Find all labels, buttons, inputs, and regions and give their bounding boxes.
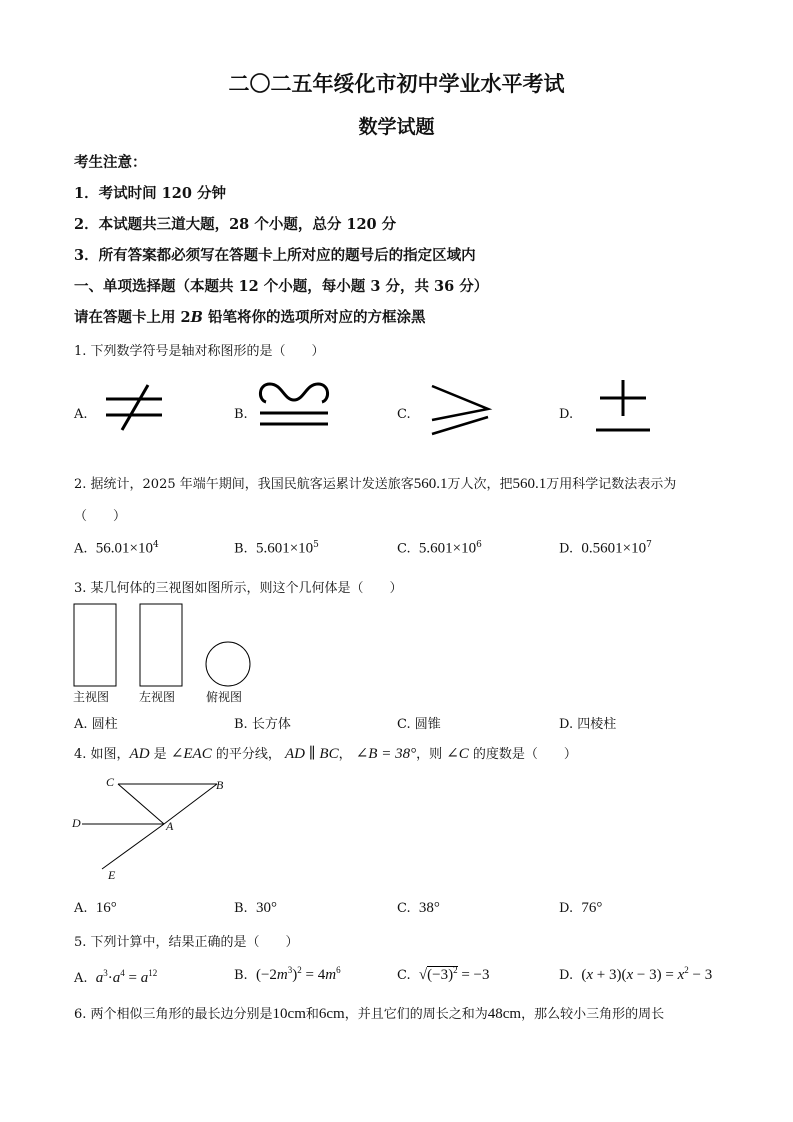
q5-option-a-label: A. bbox=[74, 971, 88, 986]
section-instruction bbox=[74, 306, 425, 327]
q2-option-c bbox=[397, 540, 482, 557]
q4-angle-c: ∠C bbox=[446, 746, 469, 762]
q2-option-b-label: B. bbox=[234, 541, 248, 557]
q6-v1: 10cm bbox=[272, 1006, 306, 1022]
q5-stem: 5. 下列计算中，结果正确的是（ ） bbox=[74, 935, 299, 950]
q4-point-d: D bbox=[72, 816, 81, 830]
q3-top-view-label: 俯视图 bbox=[206, 690, 243, 704]
q1-label-a: A. bbox=[74, 407, 88, 422]
instruction-text-pre: 请在答题卡上用 2 bbox=[74, 309, 191, 326]
notice-item-1: 1．考试时间 120 分钟 bbox=[74, 185, 226, 202]
notice-heading: 考生注意： bbox=[74, 154, 147, 171]
q4-stem-d: ，则 bbox=[416, 747, 447, 762]
q2-option-b bbox=[234, 540, 319, 557]
q5-option-d: D. $(x + 3)(x - 3) = x^2 - 3$ bbox=[559, 965, 713, 983]
q2-option-c-exp: 6 bbox=[476, 540, 482, 550]
q4-option-b-label: B. bbox=[234, 901, 248, 916]
exam-title: 二〇二五年绥化市初中学业水平考试 bbox=[228, 71, 565, 96]
greater-equal-symbol-icon bbox=[428, 382, 494, 438]
q4-parallel: AD ∥ BC bbox=[284, 746, 339, 762]
q6-stem bbox=[74, 1003, 664, 1023]
section-heading: 一、单项选择题（本题共 12 个小题，每小题 3 分，共 36 分） bbox=[74, 278, 489, 295]
q6-post: ，那么较小三角形的周长 bbox=[521, 1007, 665, 1022]
q4-option-d bbox=[559, 900, 602, 917]
q5-option-c-label: C. bbox=[397, 968, 411, 983]
q2-option-b-exp: 5 bbox=[313, 540, 319, 550]
q4-stem-b: 的平分线， bbox=[211, 747, 285, 762]
q1-label-b: B. bbox=[234, 407, 248, 422]
q2-option-a-mantissa: 56.01×10 bbox=[95, 540, 154, 557]
q2-stem-pre: 2. 据统计，2025 年端午期间，我国民航客运累计发送旅客 bbox=[74, 477, 414, 492]
q4-option-a-value: 16° bbox=[95, 900, 117, 916]
q4-option-d-label: D. bbox=[559, 901, 574, 916]
q4-point-b: B bbox=[216, 778, 224, 792]
q2-value2: 560.1 bbox=[512, 476, 547, 492]
q6-mid2: ，并且它们的周长之和为 bbox=[344, 1007, 488, 1022]
q4-stem-a: 是 bbox=[149, 747, 171, 762]
q4-geometry-figure bbox=[70, 772, 240, 887]
q3-option-b: B. 长方体 bbox=[234, 717, 291, 732]
q2-option-b-mantissa: 5.601×10 bbox=[255, 540, 314, 557]
q1-label-d: D. bbox=[559, 407, 574, 422]
q4-option-a-label: A. bbox=[74, 901, 88, 916]
q4-point-c: C bbox=[106, 775, 115, 789]
q4-option-c-label: C. bbox=[397, 901, 411, 916]
q1-stem: 1. 下列数学符号是轴对称图形的是（ ） bbox=[74, 344, 325, 359]
instruction-b: B bbox=[190, 309, 203, 326]
q3-stem: 3. 某几何体的三视图如图所示，则这个几何体是（ ） bbox=[74, 581, 403, 596]
q2-option-a-label: A. bbox=[74, 541, 88, 557]
q3-front-view-label: 主视图 bbox=[73, 690, 110, 704]
q2-stem-line2: （ ） bbox=[74, 509, 127, 524]
q1-label-c: C. bbox=[397, 407, 411, 422]
q5-option-d-label: D. bbox=[559, 968, 574, 983]
q2-stem-line1 bbox=[74, 473, 676, 493]
q4-ad: AD bbox=[129, 746, 150, 762]
q4-stem bbox=[74, 743, 577, 763]
q4-option-b-value: 30° bbox=[255, 900, 277, 916]
q4-stem-e: 的度数是（ ） bbox=[468, 747, 577, 762]
q2-value1: 560.1 bbox=[413, 476, 448, 492]
q4-option-c-value: 38° bbox=[418, 900, 440, 916]
q4-option-a bbox=[74, 900, 117, 917]
congruent-symbol-icon bbox=[256, 380, 332, 432]
q6-v3: 48cm bbox=[487, 1006, 522, 1022]
q5-option-b-label: B. bbox=[234, 968, 248, 983]
q3-side-view-label: 左视图 bbox=[139, 690, 176, 704]
q2-option-a-exp: 4 bbox=[153, 540, 159, 550]
subject-title: 数学试题 bbox=[358, 116, 435, 138]
q4-stem-pre: 4. 如图， bbox=[74, 747, 130, 762]
q2-option-d bbox=[559, 540, 652, 557]
q2-option-d-mantissa: 0.5601×10 bbox=[581, 540, 647, 557]
q5-option-a: A. $a^3\cdot a^4 = a^{12}$ bbox=[74, 968, 158, 986]
q4-option-c bbox=[397, 900, 440, 917]
notice-item-3: 3．所有答案都必须写在答题卡上所对应的题号后的指定区域内 bbox=[74, 247, 476, 264]
not-equal-symbol-icon bbox=[100, 382, 170, 434]
q6-mid1: 和 bbox=[305, 1007, 319, 1022]
q4-stem-c: ， bbox=[338, 747, 356, 762]
q2-option-d-exp: 7 bbox=[646, 540, 652, 550]
q4-angle-eac: ∠EAC bbox=[170, 746, 212, 762]
q2-stem-post: 万用科学记数法表示为 bbox=[546, 477, 677, 492]
q3-option-a: A. 圆柱 bbox=[74, 717, 118, 732]
q4-angle-b: ∠B = 38° bbox=[355, 746, 417, 762]
q5-option-c: C. $√(-3)^2 = -3$ bbox=[397, 965, 490, 983]
q4-option-d-value: 76° bbox=[581, 900, 603, 916]
q2-stem-mid: 万人次，把 bbox=[447, 477, 513, 492]
notice-item-2: 2．本试题共三道大题，28 个小题，总分 120 分 bbox=[74, 216, 397, 233]
instruction-text-post: 铅笔将你的选项所对应的方框涂黑 bbox=[202, 309, 426, 326]
q2-option-a bbox=[74, 540, 159, 557]
q2-option-c-label: C. bbox=[397, 541, 411, 557]
q2-option-d-label: D. bbox=[559, 541, 574, 557]
q5-option-b: B. $(-2m^3)^2 = 4m^6$ bbox=[234, 965, 341, 983]
q4-option-b bbox=[234, 900, 277, 917]
q3-option-c: C. 圆锥 bbox=[397, 717, 441, 732]
q6-v2: 6cm bbox=[318, 1006, 345, 1022]
q6-pre: 6. 两个相似三角形的最长边分别是 bbox=[74, 1007, 273, 1022]
q3-option-d: D. 四棱柱 bbox=[559, 717, 617, 732]
perpendicular-symbol-icon bbox=[594, 378, 652, 436]
q2-option-c-mantissa: 5.601×10 bbox=[418, 540, 477, 557]
q4-point-a: A bbox=[166, 819, 174, 833]
q4-point-e: E bbox=[108, 868, 116, 882]
